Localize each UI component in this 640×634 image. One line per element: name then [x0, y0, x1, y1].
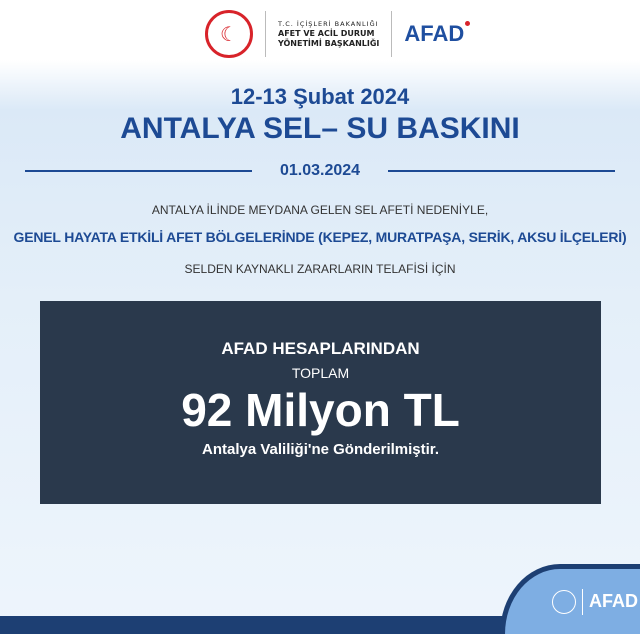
divider — [25, 170, 252, 172]
afad-logo — [404, 21, 464, 47]
box-line4: Antalya Valiliği'ne Gönderilmiştir. — [202, 441, 439, 458]
amount-box — [40, 301, 601, 504]
header — [205, 8, 464, 60]
event-dates: 12-13 Şubat 2024 — [230, 84, 410, 109]
box-line1: AFAD HESAPLARINDAN — [221, 339, 420, 358]
ministry-line2: AFET VE ACİL DURUM — [278, 29, 375, 38]
body-line2: GENEL HAYATA ETKİLİ AFET BÖLGELERİNDE (KEPEZ, MURATPAŞA, SERİK, AKSU İLÇELERİ) — [13, 229, 627, 245]
divider — [265, 11, 266, 57]
body-line1: ANTALYA İLİNDE MEYDANA GELEN SEL AFETİ NEDENİYLE, — [151, 203, 489, 217]
ministry-seal-icon: ☾ — [205, 10, 253, 58]
divider — [391, 11, 392, 57]
divider — [388, 170, 615, 172]
ministry-seal-icon — [552, 590, 576, 614]
logo-dot-icon — [465, 21, 470, 26]
amount: 92 Milyon TL — [181, 384, 460, 436]
box-line2: TOPLAM — [291, 365, 350, 381]
publish-date-row — [25, 162, 615, 180]
ministry-line3: YÖNETİMİ BAŞKANLIĞI — [278, 39, 380, 48]
ministry-line1: T.C. İÇİŞLERİ BAKANLIĞI — [278, 20, 379, 28]
body-line3: SELDEN KAYNAKLI ZARARLARIN TELAFİSİ İÇİN — [184, 262, 456, 276]
main-title: ANTALYA SEL– SU BASKINI — [120, 112, 520, 145]
footer-afad-logo: AFAD — [589, 591, 638, 611]
ministry-name — [278, 19, 379, 49]
publish-date: 01.03.2024 — [279, 162, 361, 179]
divider — [582, 589, 583, 615]
afad-logo-text: AFAD — [404, 21, 465, 46]
footer-logo-tab — [500, 564, 640, 634]
